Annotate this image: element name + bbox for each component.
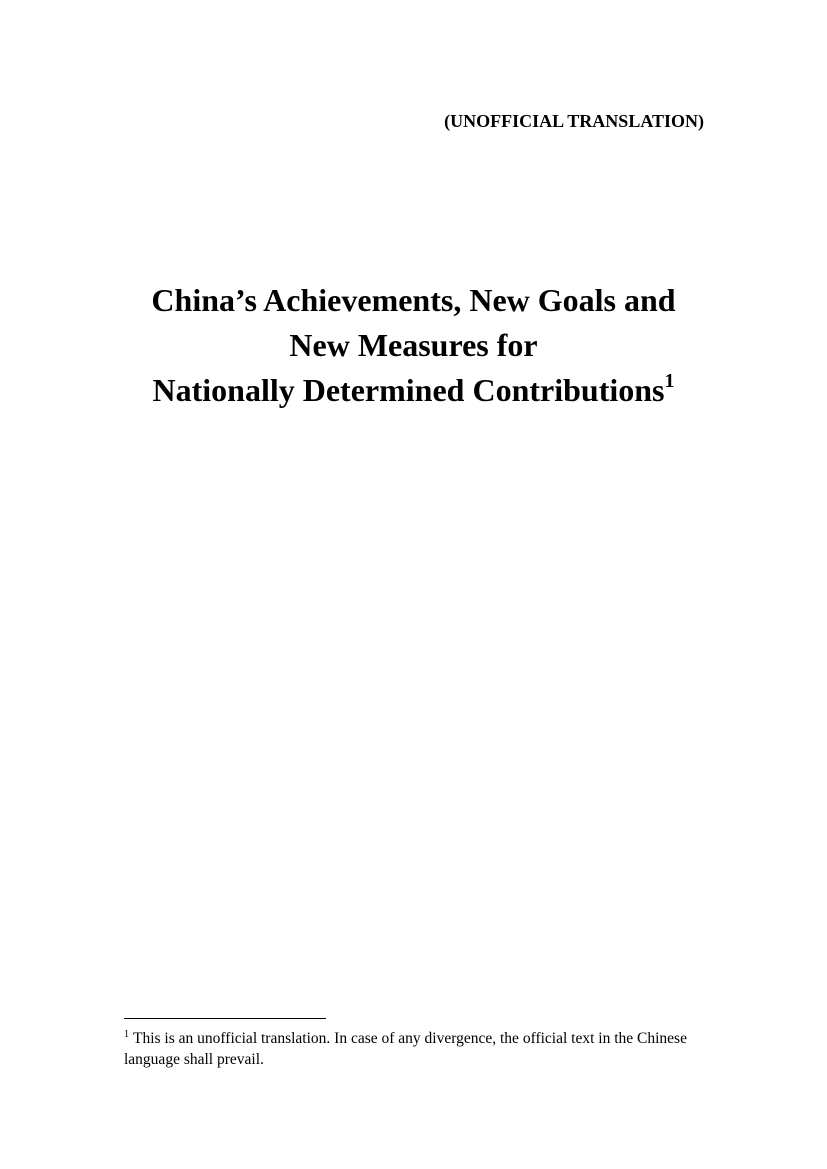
title-footnote-reference[interactable]: 1	[664, 370, 675, 393]
document-title	[0, 278, 827, 413]
title-line-3-container	[0, 368, 827, 413]
title-line-2: New Measures for	[289, 327, 538, 363]
footnote-text: This is an unofficial translation. In case of any divergence, the official text in the Chinese language shall prevail.	[124, 1030, 687, 1068]
footnote-divider	[124, 1018, 326, 1019]
footnote-marker: 1	[124, 1028, 129, 1040]
title-line-3: Nationally Determined Contributions	[152, 372, 665, 408]
title-line-1: China’s Achievements, New Goals and	[151, 282, 676, 318]
footnote	[124, 1028, 714, 1070]
unofficial-translation-note: (UNOFFICIAL TRANSLATION)	[444, 111, 704, 131]
